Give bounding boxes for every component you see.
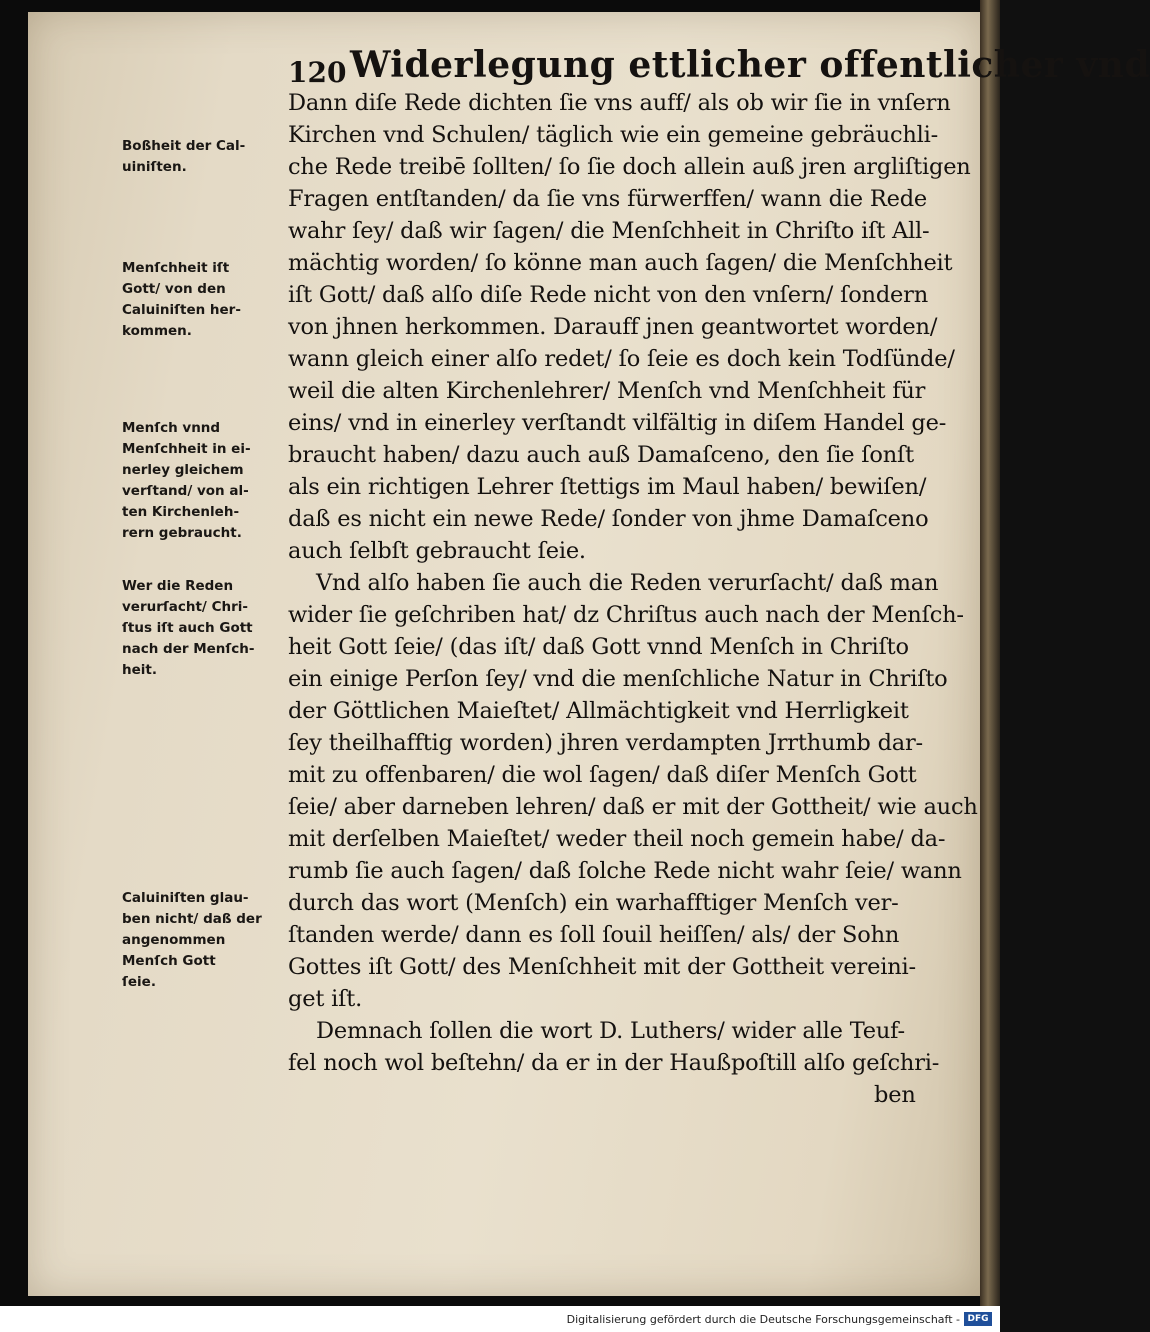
footer-credit: Digitalisierung gefördert durch die Deutsche Forschungsgemeinschaft - — [566, 1313, 960, 1326]
margin-note-line: Menſch vnnd — [122, 420, 221, 436]
text-line: ſey theilhafftig worden) jhren verdampten Jrrthumb dar- — [288, 730, 923, 756]
text-line: ſtanden werde/ dann es ſoll ſouil heiſſen/ als/ der Sohn — [288, 922, 900, 948]
margin-note-line: nach der Menſch- — [122, 641, 255, 657]
margin-note — [122, 136, 282, 178]
margin-note-line: kommen. — [122, 323, 192, 339]
margin-note — [122, 576, 282, 681]
text-line: der Göttlichen Maieſtet/ Allmächtigkeit vnd Herrligkeit — [288, 698, 909, 724]
text-line: eins/ vnd in einerley verſtandt vilfältig in diſem Handel ge- — [288, 410, 947, 436]
text-line: wahr ſey/ daß wir ſagen/ die Menſchheit in Chriſto iſt All- — [288, 218, 930, 244]
margin-note-line: verſtand/ von al- — [122, 483, 249, 499]
margin-note-line: Menſchheit in ei- — [122, 441, 251, 457]
margin-note — [122, 418, 282, 544]
margin-note-line: nerley gleichem — [122, 462, 244, 478]
text-line: Demnach ſollen die wort D. Luthers/ wider alle Teuf- — [316, 1018, 905, 1044]
text-line: ſeie/ aber darneben lehren/ daß er mit der Gottheit/ wie auch — [288, 794, 978, 820]
text-line: che Rede treibē ſollten/ ſo ſie doch allein auß jren argliſtigen — [288, 154, 971, 180]
text-line: get iſt. — [288, 986, 363, 1012]
margin-note — [122, 258, 282, 342]
text-line: Dann diſe Rede dichten ſie vns auff/ als ob wir ſie in vnſern — [288, 90, 951, 116]
text-line: mit zu offenbaren/ die wol ſagen/ daß diſer Menſch Gott — [288, 762, 917, 788]
margin-note-line: ſeie. — [122, 974, 156, 990]
text-line: daß es nicht ein newe Rede/ ſonder von jhme Damaſceno — [288, 506, 929, 532]
margin-note-line: Menſch Gott — [122, 953, 216, 969]
margin-note-line: Gott/ von den — [122, 281, 226, 297]
text-line: wider ſie geſchriben hat/ dz Chriſtus auch nach der Menſch- — [288, 602, 964, 628]
margin-note-line: uiniſten. — [122, 159, 187, 175]
text-line: Fragen entſtanden/ da ſie vns fürwerffen/ wann die Rede — [288, 186, 928, 212]
page-header — [288, 44, 1150, 96]
margin-note-line: ſtus iſt auch Gott — [122, 620, 253, 636]
margin-note-line: Caluiniſten her- — [122, 302, 241, 318]
text-line: Vnd alſo haben ſie auch die Reden verurſacht/ daß man — [316, 570, 939, 596]
book-edge — [980, 0, 1000, 1306]
margin-note — [122, 888, 282, 993]
text-line: braucht haben/ dazu auch auß Damaſceno, den ſie ſonſt — [288, 442, 915, 468]
text-line: ein einige Perſon ſey/ vnd die menſchliche Natur in Chriſto — [288, 666, 948, 692]
margin-note-line: Caluiniſten glau- — [122, 890, 249, 906]
margin-note-line: rern gebraucht. — [122, 525, 242, 541]
text-line: Kirchen vnd Schulen/ täglich wie ein gemeine gebräuchli- — [288, 122, 939, 148]
margin-note-line: verurſacht/ Chri- — [122, 599, 248, 615]
catchword: ben — [874, 1082, 916, 1108]
dfg-logo-icon: DFG — [964, 1312, 992, 1326]
page-number: 120 — [288, 56, 347, 89]
text-line: wann gleich einer alſo redet/ ſo ſeie es doch kein Todſünde/ — [288, 346, 955, 372]
text-line: heit Gott ſeie/ (das iſt/ daß Gott vnnd Menſch in Chriſto — [288, 634, 909, 660]
text-line: Gottes iſt Gott/ des Menſchheit mit der Gottheit vereini- — [288, 954, 916, 980]
text-line: durch das wort (Menſch) ein warhafftiger Menſch ver- — [288, 890, 899, 916]
text-line: mächtig worden/ ſo könne man auch ſagen/ die Menſchheit — [288, 250, 953, 276]
running-title: Widerlegung ettlicher offentlicher vnd — [350, 44, 1150, 86]
margin-note-line: Menſchheit iſt — [122, 260, 230, 276]
text-line: als ein richtigen Lehrer ſtettigs im Maul haben/ bewiſen/ — [288, 474, 927, 500]
margin-note-line: ten Kirchenleh- — [122, 504, 240, 520]
text-line: auch ſelbſt gebraucht ſeie. — [288, 538, 586, 564]
text-line: weil die alten Kirchenlehrer/ Menſch vnd Menſchheit für — [288, 378, 926, 404]
margin-note-line: angenommen — [122, 932, 226, 948]
margin-note-line: Wer die Reden — [122, 578, 234, 594]
footer-bar — [0, 1306, 1000, 1332]
margin-note-line: Boßheit der Cal- — [122, 138, 246, 154]
text-line: fel noch wol beſtehn/ da er in der Haußpoſtill alſo geſchri- — [288, 1050, 940, 1076]
margin-note-line: heit. — [122, 662, 157, 678]
text-line: rumb ſie auch ſagen/ daß ſolche Rede nicht wahr ſeie/ wann — [288, 858, 962, 884]
text-line: iſt Gott/ daß alſo diſe Rede nicht von den vnſern/ ſondern — [288, 282, 928, 308]
margin-note-line: ben nicht/ daß der — [122, 911, 262, 927]
text-line: von jhnen herkommen. Darauff jnen geantwortet worden/ — [288, 314, 938, 340]
text-line: mit derſelben Maieſtet/ weder theil noch gemein habe/ da- — [288, 826, 946, 852]
